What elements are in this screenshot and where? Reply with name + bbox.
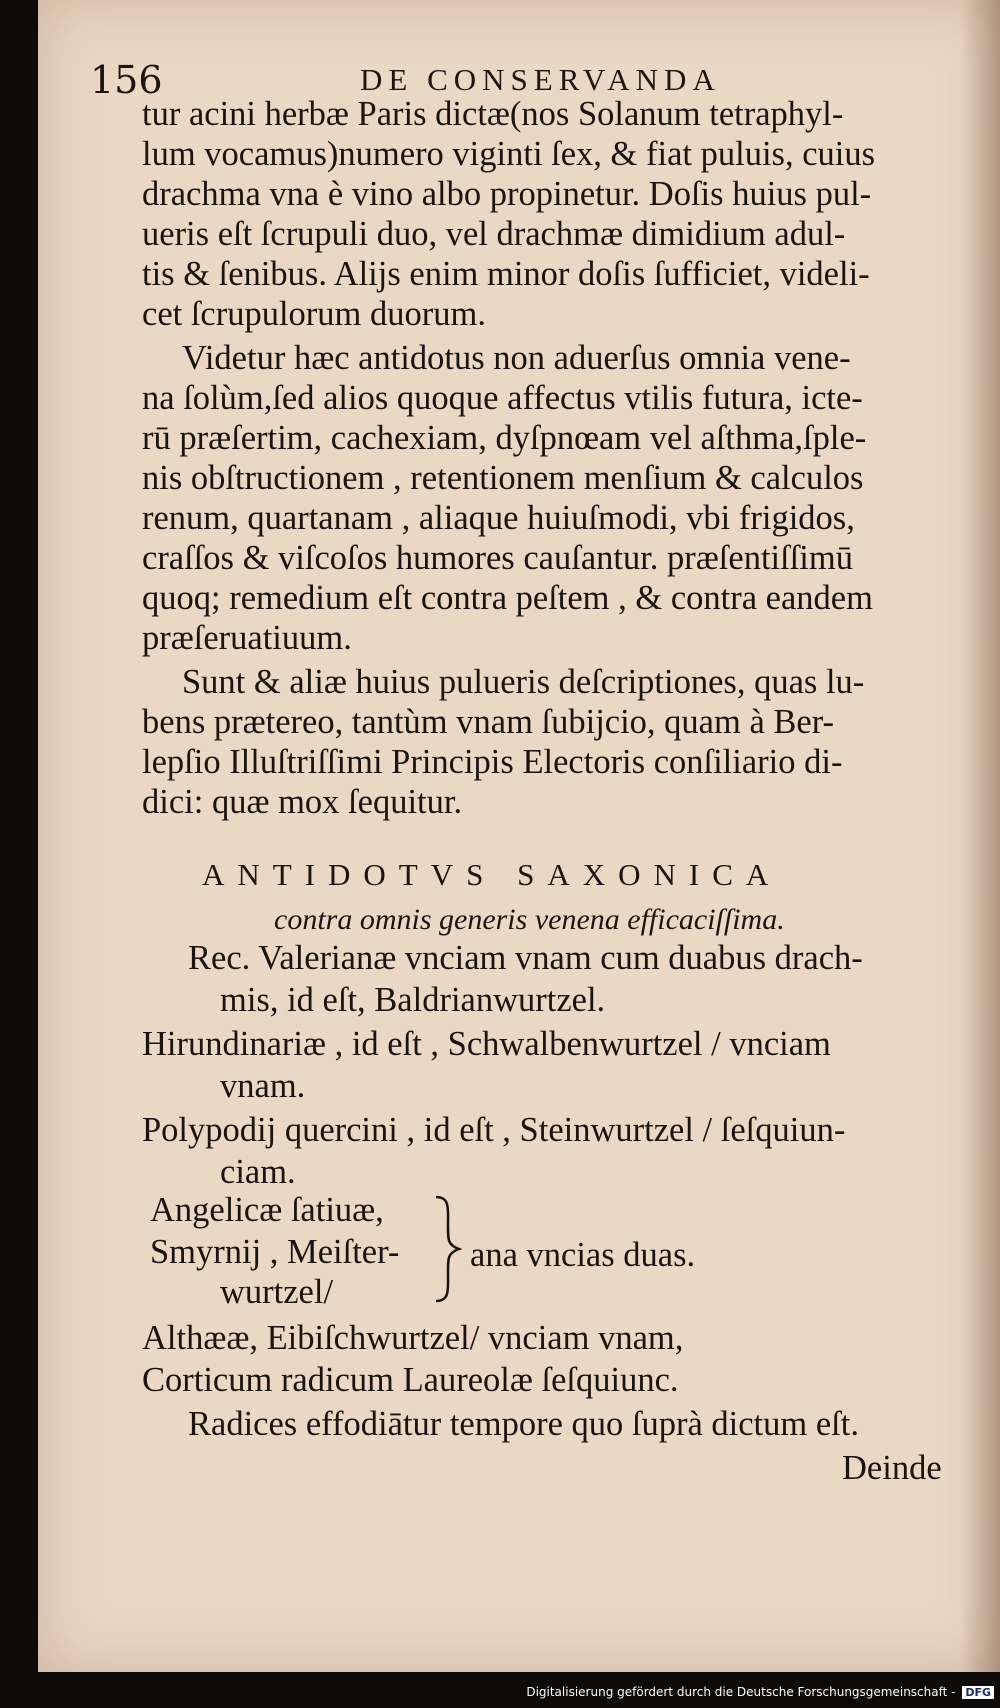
catchword: Deinde [842, 1449, 942, 1487]
text-line: dici: quæ mox ſequitur. [142, 783, 463, 821]
text-line: præſeruatiuum. [142, 619, 352, 657]
recipe-line: Althææ, Eibiſchwurtzel/ vnciam vnam, [142, 1319, 684, 1357]
recipe-line: Hirundinariæ , id eſt , Schwalbenwurtzel / vnciam [142, 1025, 831, 1063]
text-line: bens prætereo, tantùm vnam ſubijcio, quam à Ber- [142, 703, 835, 741]
text-line: cet ſcrupulorum duorum. [142, 295, 486, 333]
text-line: Sunt & aliæ huius pulueris deſcriptiones, quas lu- [182, 663, 865, 701]
brace-icon [432, 1195, 462, 1303]
page-number: 156 [90, 58, 163, 102]
recipe-line: ana vncias duas. [470, 1236, 696, 1274]
recipe-line: Rec. Valerianæ vnciam vnam cum duabus drach- [188, 939, 863, 977]
recipe-line: mis, id eſt, Baldrianwurtzel. [220, 981, 606, 1019]
text-line: renum, quartanam , aliaque huiuſmodi, vbi frigidos, [142, 499, 855, 537]
recipe-line: Polypodij quercini , id eſt , Steinwurtzel / ſeſquiun- [142, 1111, 846, 1149]
text-line: ueris eſt ſcrupuli duo, vel drachmæ dimidium adul- [142, 215, 846, 253]
text-line: craſſos & viſcoſos humores cauſantur. præſentiſſimū [142, 539, 853, 577]
text-line: na ſolùm,ſed alios quoque affectus vtilis futura, icte- [142, 379, 863, 417]
recipe-line: vnam. [220, 1067, 306, 1105]
section-subtitle: contra omnis generis venena efficaciſſima. [274, 903, 785, 936]
section-title: ANTIDOTVS SAXONICA [202, 857, 782, 892]
text-line: tur acini herbæ Paris dictæ(nos Solanum tetraphyl- [142, 95, 844, 133]
recipe-line: Angelicæ ſatiuæ, [150, 1191, 384, 1229]
digitization-credit [526, 1685, 994, 1699]
text-line: tis & ſenibus. Alijs enim minor doſis ſufficiet, videli- [142, 255, 870, 293]
text-line: rū præſertim, cachexiam, dyſpnœam vel aſthma,ſple- [142, 419, 867, 457]
dfg-logo: DFG [962, 1686, 994, 1699]
recipe-line: Smyrnij , Meiſter- [150, 1233, 400, 1271]
recipe-line: Radices effodiātur tempore quo ſuprà dictum eſt. [188, 1405, 859, 1443]
text-line: lepſio Illuſtriſſimi Principis Electoris conſiliario di- [142, 743, 843, 781]
recipe-line: ciam. [220, 1153, 296, 1191]
recipe-line: wurtzel/ [220, 1273, 334, 1311]
text-line: lum vocamus)numero viginti ſex, & fiat puluis, cuius [142, 135, 876, 173]
text-line: nis obſtructionem , retentionem menſium & calculos [142, 459, 864, 497]
running-head: DE CONSERVANDA [360, 62, 721, 97]
text-line: drachma vna è vino albo propinetur. Doſis huius pul- [142, 175, 872, 213]
text-line: quoq; remedium eſt contra peſtem , & contra eandem [142, 579, 873, 617]
recipe-line: Corticum radicum Laureolæ ſeſquiunc. [142, 1361, 679, 1399]
text-line: Videtur hæc antidotus non aduerſus omnia vene- [182, 339, 851, 377]
credit-text: Digitalisierung gefördert durch die Deutsche Forschungsgemeinschaft - [526, 1685, 956, 1699]
